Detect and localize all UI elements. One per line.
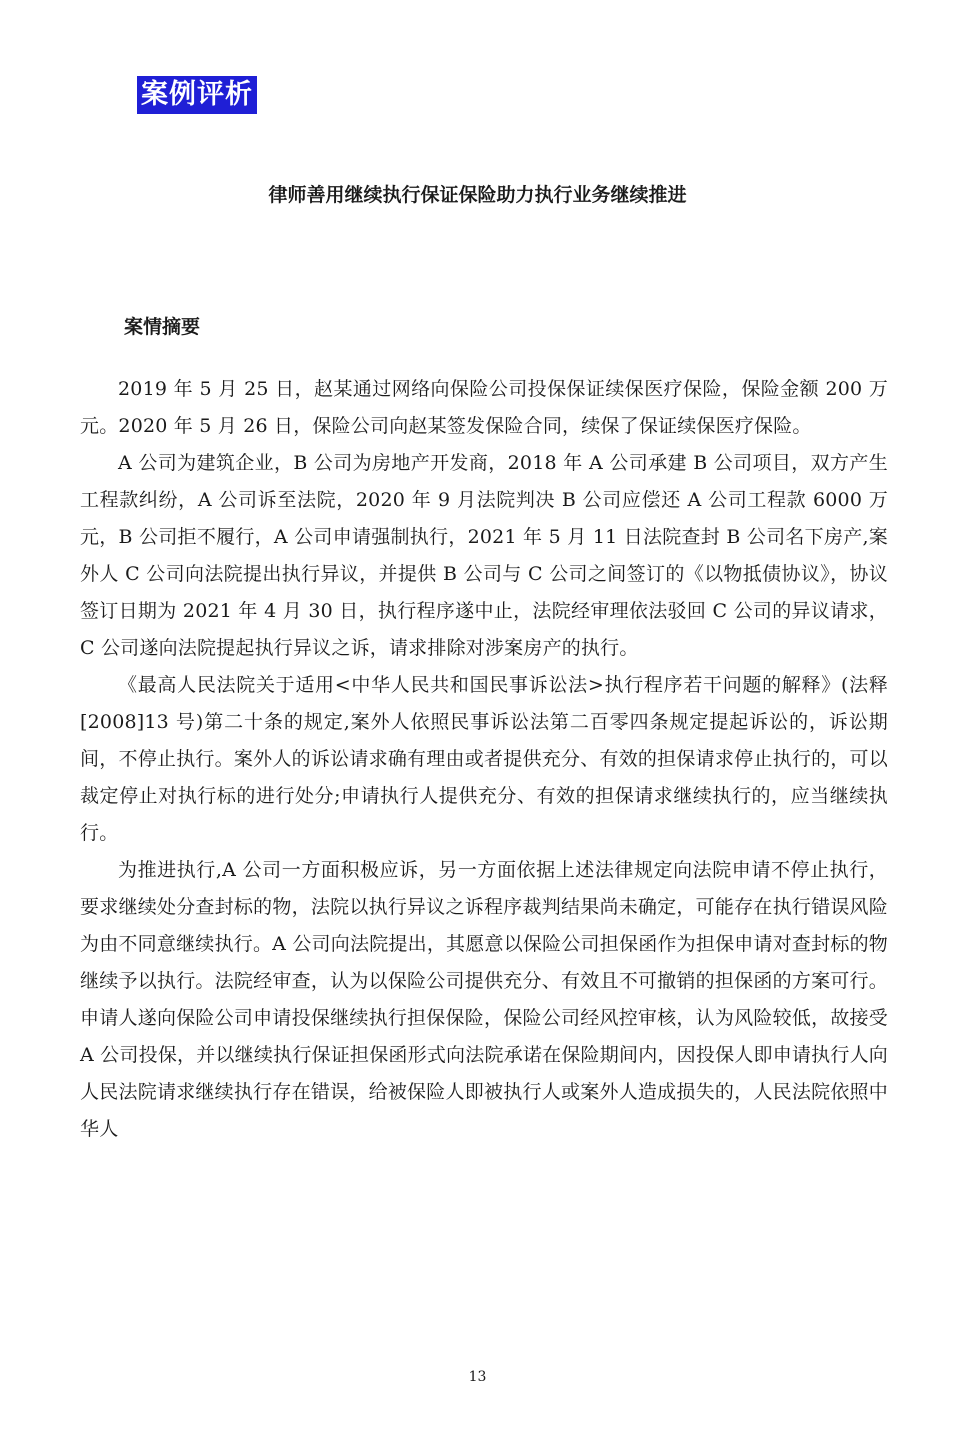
document-title: 律师善用继续执行保证保险助力执行业务继续推进 <box>268 184 687 206</box>
case-analysis-tag: 案例评析 <box>137 76 257 114</box>
paragraph-2: A 公司为建筑企业，B 公司为房地产开发商，2018 年 A 公司承建 B 公司项目，双方产生工程款纠纷，A 公司诉至法院，2020 年 9 月法院判决 B 公司应偿还 A 公司工程款 6000 万元，B 公司拒不履行，A 公司申请强制执行，2021 年 5 月 11 日法院查封 B 公司名下房产,案外人 C 公司向法院提出执行异议，并提供 B 公司与 C 公司之间签订的《以物抵债协议》，协议签订日期为 2021 年 4 月 30 日，执行程序遂中止，法院经审理依法驳回 C 公司的异议请求，C 公司遂向法院提起执行异议之诉，请求排除对涉案房产的执行。 <box>80 452 888 659</box>
paragraph-1: 2019 年 5 月 25 日，赵某通过网络向保险公司投保保证续保医疗保险，保险金额 200 万元。2020 年 5 月 26 日，保险公司向赵某签发保险合同，续保了保证续保医疗保险。 <box>80 378 888 437</box>
page-number: 13 <box>468 1369 487 1385</box>
section-heading: 案情摘要 <box>124 316 201 338</box>
paragraph-3: 《最高人民法院关于适用<中华人民共和国民事诉讼法>执行程序若干问题的解释》(法释[2008]13 号)第二十条的规定,案外人依照民事诉讼法第二百零四条规定提起诉讼的，诉讼期间，不停止执行。案外人的诉讼请求确有理由或者提供充分、有效的担保请求停止执行的，可以裁定停止对执行标的进行处分;申请执行人提供充分、有效的担保请求继续执行的，应当继续执行。 <box>80 674 888 844</box>
body-text <box>80 371 888 1148</box>
paragraph-4: 为推进执行,A 公司一方面积极应诉，另一方面依据上述法律规定向法院申请不停止执行，要求继续处分查封标的物，法院以执行异议之诉程序裁判结果尚未确定，可能存在执行错误风险为由不同意继续执行。A 公司向法院提出，其愿意以保险公司担保函作为担保申请对查封标的物继续予以执行。法院经审查，认为以保险公司提供充分、有效且不可撤销的担保函的方案可行。申请人遂向保险公司申请投保继续执行担保保险，保险公司经风控审核，认为风险较低，故接受 A 公司投保，并以继续执行保证担保函形式向法院承诺在保险期间内，因投保人即申请执行人向人民法院请求继续执行存在错误，给被保险人即被执行人或案外人造成损失的，人民法院依照中华人 <box>80 859 888 1140</box>
